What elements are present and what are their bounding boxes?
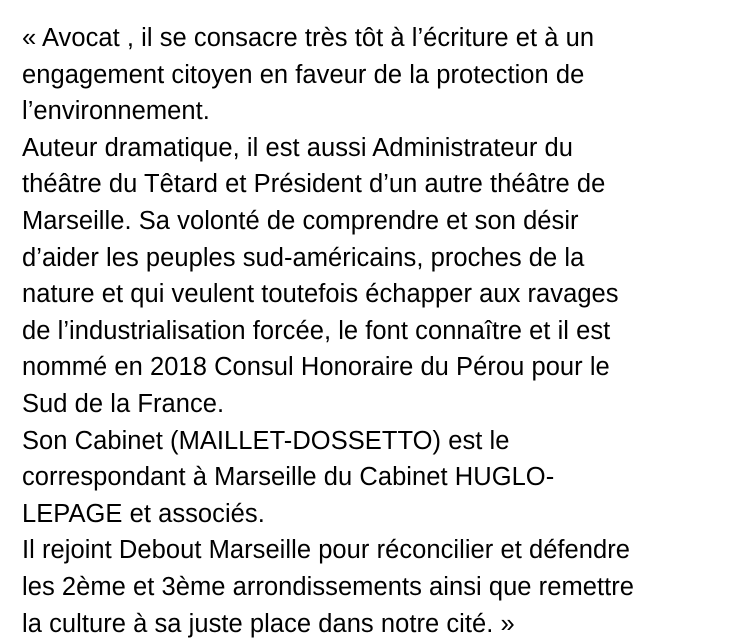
- text-line-9: de l’industrialisation forcée, le font connaître et il est: [22, 316, 611, 345]
- text-line-8: nature et qui veulent toutefois échapper aux ravages: [22, 280, 619, 309]
- text-line-10: nommé en 2018 Consul Honoraire du Pérou pour le: [22, 353, 610, 382]
- text-line-17: la culture à sa juste place dans notre cité. »: [22, 609, 515, 638]
- text-line-7: d’aider les peuples sud-américains, proches de la: [22, 243, 585, 272]
- quote-text: [22, 20, 746, 642]
- text-line-15: Il rejoint Debout Marseille pour réconcilier et défendre: [22, 536, 631, 565]
- text-line-16: les 2ème et 3ème arrondissements ainsi que remettre: [22, 572, 635, 601]
- text-line-1: « Avocat , il se consacre très tôt à l’écriture et à un: [22, 24, 595, 52]
- text-line-4: Auteur dramatique, il est aussi Administrateur du: [22, 133, 573, 162]
- text-line-11: Sud de la France.: [22, 389, 225, 418]
- text-line-3: l’environnement.: [22, 97, 210, 126]
- text-line-12: Son Cabinet (MAILLET-DOSSETTO) est le: [22, 426, 510, 455]
- text-line-6: Marseille. Sa volonté de comprendre et son désir: [22, 206, 579, 235]
- text-line-14: LEPAGE et associés.: [22, 499, 265, 528]
- text-line-5: théâtre du Têtard et Président d’un autre théâtre de: [22, 170, 606, 199]
- text-line-2: engagement citoyen en faveur de la protection de: [22, 60, 585, 89]
- text-line-13: correspondant à Marseille du Cabinet HUGLO-: [22, 463, 555, 492]
